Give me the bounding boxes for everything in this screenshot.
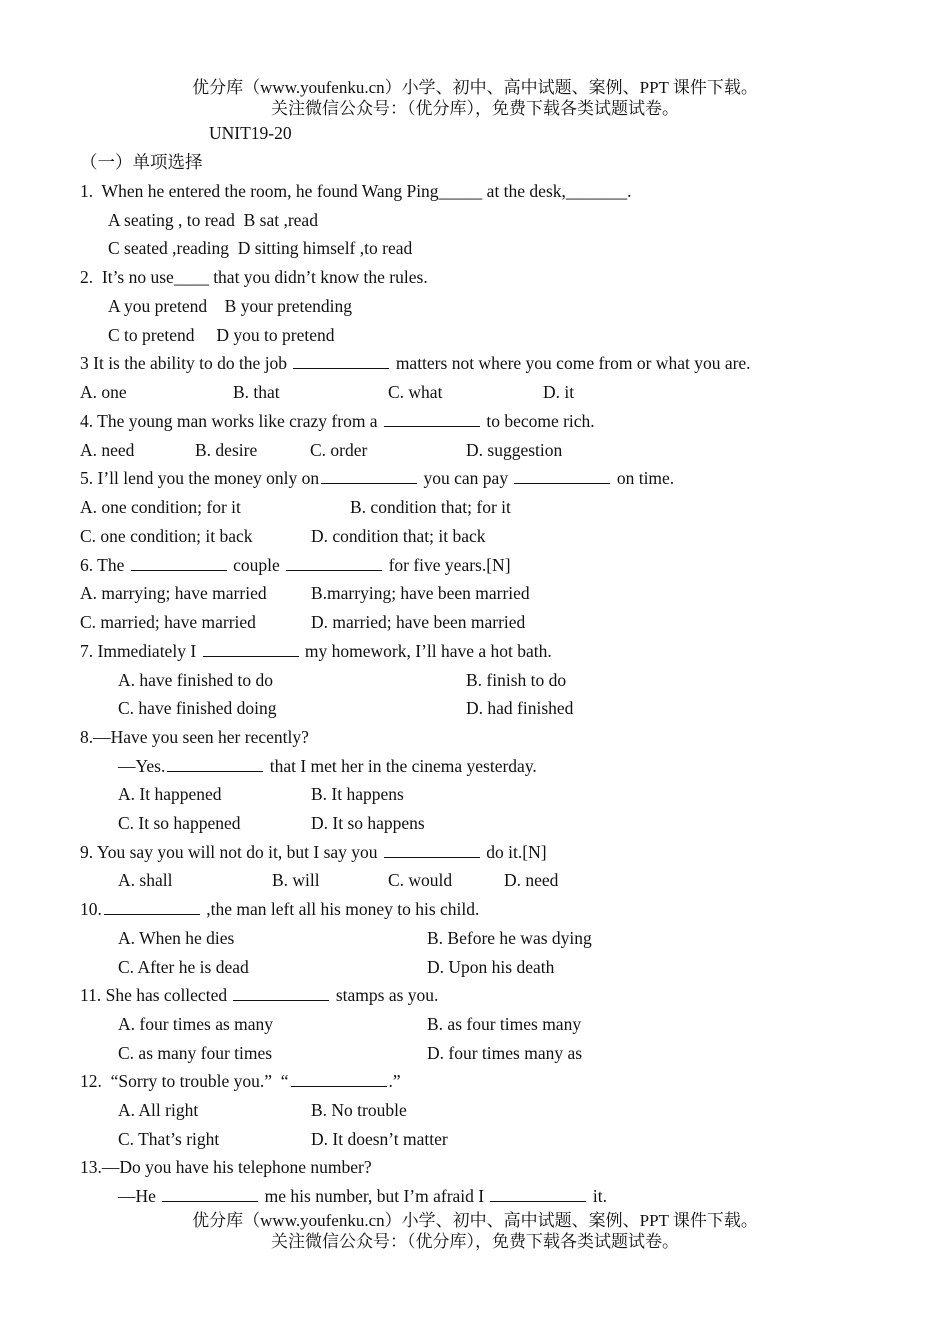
- option-d: D. suggestion: [466, 440, 563, 460]
- stem-text: couple: [228, 555, 285, 575]
- option-a: A. All right: [118, 1100, 199, 1120]
- stem-text: it.: [588, 1186, 607, 1206]
- question-3-stem: [80, 352, 751, 374]
- option-a: A. When he dies: [118, 928, 235, 948]
- question-10-stem: [80, 898, 479, 920]
- stem-text: matters not where you come from or what you are.: [391, 353, 751, 373]
- option-b: B. Before he was dying: [427, 928, 592, 948]
- option-d: D. condition that; it back: [311, 526, 486, 546]
- option-c: C. married; have married: [80, 612, 256, 632]
- option-c: C. After he is dead: [118, 957, 249, 977]
- answer-blank: [384, 412, 480, 427]
- option-b: B. desire: [195, 440, 258, 460]
- page-header-line2: 关注微信公众号：（优分库），免费下载各类试题试卷。: [271, 99, 679, 118]
- answer-blank: [293, 354, 389, 369]
- option-d: D. Upon his death: [427, 957, 555, 977]
- answer-blank: [203, 642, 299, 657]
- stem-text: 10.: [80, 899, 102, 919]
- stem-text: stamps as you.: [331, 985, 439, 1005]
- option-a: A. have finished to do: [118, 670, 274, 690]
- question-13-stem: 13.—Do you have his telephone number?: [80, 1157, 372, 1177]
- option-a: A. one condition; for it: [80, 497, 241, 517]
- answer-blank: [104, 900, 200, 915]
- question-4-stem: [80, 410, 595, 432]
- option-d: D. four times many as: [427, 1043, 583, 1063]
- option-c: C. what: [388, 382, 443, 402]
- answer-blank: [291, 1072, 387, 1087]
- stem-text: 9. You say you will not do it, but I say you: [80, 842, 382, 862]
- stem-text: 11. She has collected: [80, 985, 232, 1005]
- stem-text: .”: [388, 1071, 401, 1091]
- stem-text: —Yes.: [118, 756, 166, 776]
- answer-blank: [131, 556, 227, 571]
- stem-text: you can pay: [419, 468, 513, 488]
- option-a: A. one: [80, 382, 127, 402]
- answer-blank: [233, 986, 329, 1001]
- stem-text: to become rich.: [481, 411, 595, 431]
- option-b: B.marrying; have been married: [311, 583, 530, 603]
- option-b: B. will: [272, 870, 320, 890]
- option-b: B. No trouble: [311, 1100, 407, 1120]
- question-7-stem: [80, 640, 552, 662]
- unit-title: UNIT19-20: [209, 123, 292, 143]
- question-8-stem: 8.—Have you seen her recently?: [80, 727, 309, 747]
- stem-text: 6. The: [80, 555, 129, 575]
- stem-text: —He: [118, 1186, 161, 1206]
- question-5-stem: [80, 467, 674, 489]
- question-1-options-ab: A seating , to read B sat ,read: [108, 210, 318, 230]
- option-c: C. one condition; it back: [80, 526, 253, 546]
- answer-blank: [321, 469, 417, 484]
- answer-blank: [286, 556, 382, 571]
- stem-text: me his number, but I’m afraid I: [260, 1186, 489, 1206]
- option-c: C. would: [388, 870, 453, 890]
- stem-text: that I met her in the cinema yesterday.: [265, 756, 537, 776]
- option-b: B. condition that; for it: [350, 497, 511, 517]
- question-9-stem: [80, 841, 547, 863]
- page-header-line1: 优分库（www.youfenku.cn）小学、初中、高中试题、案例、PPT 课件下载。: [192, 78, 758, 97]
- question-6-stem: [80, 554, 511, 576]
- option-d: D. it: [543, 382, 575, 402]
- option-d: D. need: [504, 870, 559, 890]
- question-2-stem: 2. It’s no use____ that you didn’t know the rules.: [80, 267, 428, 287]
- option-d: D. It so happens: [311, 813, 425, 833]
- question-11-stem: [80, 984, 438, 1006]
- stem-text: ,the man left all his money to his child.: [201, 899, 480, 919]
- option-c: C. as many four times: [118, 1043, 273, 1063]
- answer-blank: [167, 757, 263, 772]
- option-a: A. four times as many: [118, 1014, 274, 1034]
- option-b: B. that: [233, 382, 280, 402]
- question-8-reply: [118, 755, 537, 777]
- option-a: A. marrying; have married: [80, 583, 267, 603]
- option-a: A. It happened: [118, 784, 222, 804]
- question-12-stem: [80, 1070, 401, 1092]
- stem-text: 7. Immediately I: [80, 641, 201, 661]
- option-d: D. had finished: [466, 698, 574, 718]
- stem-text: 5. I’ll lend you the money only on: [80, 468, 320, 488]
- section-title: （一）单项选择: [80, 152, 203, 172]
- option-c: C. have finished doing: [118, 698, 277, 718]
- stem-text: 12. “Sorry to trouble you.” “: [80, 1071, 289, 1091]
- page-footer-line2: 关注微信公众号：（优分库），免费下载各类试题试卷。: [271, 1232, 679, 1251]
- page-footer-line1: 优分库（www.youfenku.cn）小学、初中、高中试题、案例、PPT 课件下载。: [192, 1211, 758, 1230]
- answer-blank: [490, 1187, 586, 1202]
- stem-text: on time.: [612, 468, 675, 488]
- option-c: C. That’s right: [118, 1129, 220, 1149]
- option-a: A. shall: [118, 870, 173, 890]
- option-b: B. finish to do: [466, 670, 567, 690]
- stem-text: 4. The young man works like crazy from a: [80, 411, 382, 431]
- option-c: C. order: [310, 440, 368, 460]
- option-a: A. need: [80, 440, 135, 460]
- answer-blank: [514, 469, 610, 484]
- stem-text: do it.[N]: [481, 842, 547, 862]
- question-1-stem: 1. When he entered the room, he found Wang Ping_____ at the desk,_______.: [80, 181, 632, 201]
- stem-text: 3 It is the ability to do the job: [80, 353, 292, 373]
- question-2-options-cd: C to pretend D you to pretend: [108, 325, 335, 345]
- option-b: B. It happens: [311, 784, 404, 804]
- question-13-reply: [118, 1185, 607, 1207]
- option-b: B. as four times many: [427, 1014, 582, 1034]
- question-2-options-ab: A you pretend B your pretending: [108, 296, 352, 316]
- answer-blank: [162, 1187, 258, 1202]
- option-d: D. It doesn’t matter: [311, 1129, 448, 1149]
- option-d: D. married; have been married: [311, 612, 526, 632]
- question-1-options-cd: C seated ,reading D sitting himself ,to read: [108, 238, 413, 258]
- option-c: C. It so happened: [118, 813, 241, 833]
- stem-text: for five years.[N]: [384, 555, 511, 575]
- answer-blank: [384, 843, 480, 858]
- stem-text: my homework, I’ll have a hot bath.: [300, 641, 552, 661]
